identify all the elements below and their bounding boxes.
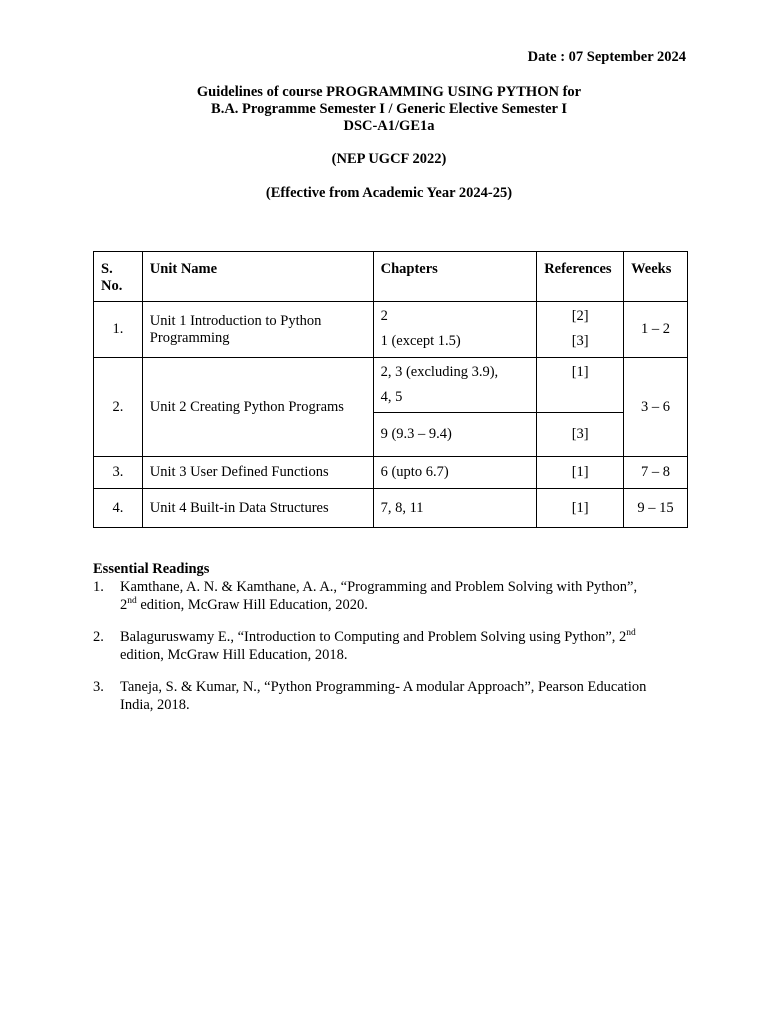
row-sno: 2.	[94, 358, 143, 457]
row-sno: 3.	[94, 457, 143, 489]
reading-item	[93, 678, 693, 714]
unit-name-line2: Programming	[149, 329, 230, 346]
reading-edition-superscript: nd	[127, 596, 137, 607]
header-references: References	[537, 252, 624, 302]
row-chapters: 7, 8, 11	[373, 489, 537, 528]
header-chapters: Chapters	[373, 252, 537, 302]
row-chapters	[373, 358, 537, 413]
reading-text-line1: Kamthane, A. N. & Kamthane, A. A., “Programming and Problem Solving with Python”,	[120, 579, 638, 595]
header-sno	[94, 252, 143, 302]
table-row	[94, 302, 688, 358]
table-row	[94, 489, 688, 528]
row-unit-name: Unit 3 User Defined Functions	[142, 457, 373, 489]
row-chapters: 9 (9.3 – 9.4)	[373, 413, 537, 457]
row-references: [1]	[537, 457, 624, 489]
course-code: DSC-A1/GE1a	[343, 118, 435, 134]
reading-number: 2.	[93, 629, 104, 645]
table-header-row	[94, 252, 688, 302]
reading-text-line2: India, 2018.	[120, 697, 190, 713]
reading-number: 1.	[93, 579, 104, 595]
row-references	[537, 302, 624, 358]
chapters-line1: 2, 3 (excluding 3.9),	[380, 364, 499, 380]
readings-heading: Essential Readings	[93, 561, 210, 577]
row-sno: 4.	[94, 489, 143, 528]
effective-year: (Effective from Academic Year 2024-25)	[265, 185, 513, 201]
chapters-line1: 2	[380, 308, 388, 324]
reading-text-line1: Balaguruswamy E., “Introduction to Computing and Problem Solving using Python”, 2	[120, 629, 627, 645]
reference-line1: [2]	[571, 308, 589, 324]
row-chapters: 6 (upto 6.7)	[373, 457, 537, 489]
row-weeks: 9 – 15	[624, 489, 688, 528]
course-title-line1: Guidelines of course PROGRAMMING USING PYTHON for	[196, 84, 582, 100]
header-weeks: Weeks	[624, 252, 688, 302]
row-weeks: 1 – 2	[624, 302, 688, 358]
reference-line2: [3]	[571, 333, 589, 349]
row-references: [1]	[537, 489, 624, 528]
row-weeks: 3 – 6	[624, 358, 688, 457]
row-unit-name: Unit 2 Creating Python Programs	[142, 358, 373, 457]
row-unit-name: Unit 4 Built-in Data Structures	[142, 489, 373, 528]
unit-name-line1: Unit 1 Introduction to Python	[149, 312, 322, 329]
row-references: [1]	[537, 358, 624, 413]
row-weeks: 7 – 8	[624, 457, 688, 489]
reading-text-line2: edition, McGraw Hill Education, 2018.	[120, 647, 348, 663]
syllabus-table	[93, 251, 688, 528]
row-chapters	[373, 302, 537, 358]
reading-item	[93, 628, 693, 664]
reading-edition-superscript: nd	[626, 628, 636, 639]
row-references: [3]	[537, 413, 624, 457]
chapters-line2: 1 (except 1.5)	[380, 333, 461, 349]
reading-edition-number: 2	[120, 597, 128, 613]
course-title-line2: B.A. Programme Semester I / Generic Elective Semester I	[211, 101, 567, 117]
header-unit-name: Unit Name	[142, 252, 373, 302]
table-row	[94, 358, 688, 413]
framework-label: (NEP UGCF 2022)	[331, 151, 447, 167]
document-date: Date : 07 September 2024	[527, 49, 686, 65]
reading-text-line1: Taneja, S. & Kumar, N., “Python Programming- A modular Approach”, Pearson Education	[120, 679, 647, 695]
row-sno: 1.	[94, 302, 143, 358]
reading-text-line2: edition, McGraw Hill Education, 2020.	[136, 597, 368, 613]
essential-readings	[93, 561, 693, 714]
reading-item	[93, 578, 693, 614]
header-sno-line1: S.	[101, 261, 113, 277]
row-unit-name	[142, 302, 373, 358]
reading-number: 3.	[93, 679, 104, 695]
chapters-line2: 4, 5	[380, 389, 403, 405]
header-sno-line2: No.	[101, 278, 123, 294]
table-row	[94, 457, 688, 489]
